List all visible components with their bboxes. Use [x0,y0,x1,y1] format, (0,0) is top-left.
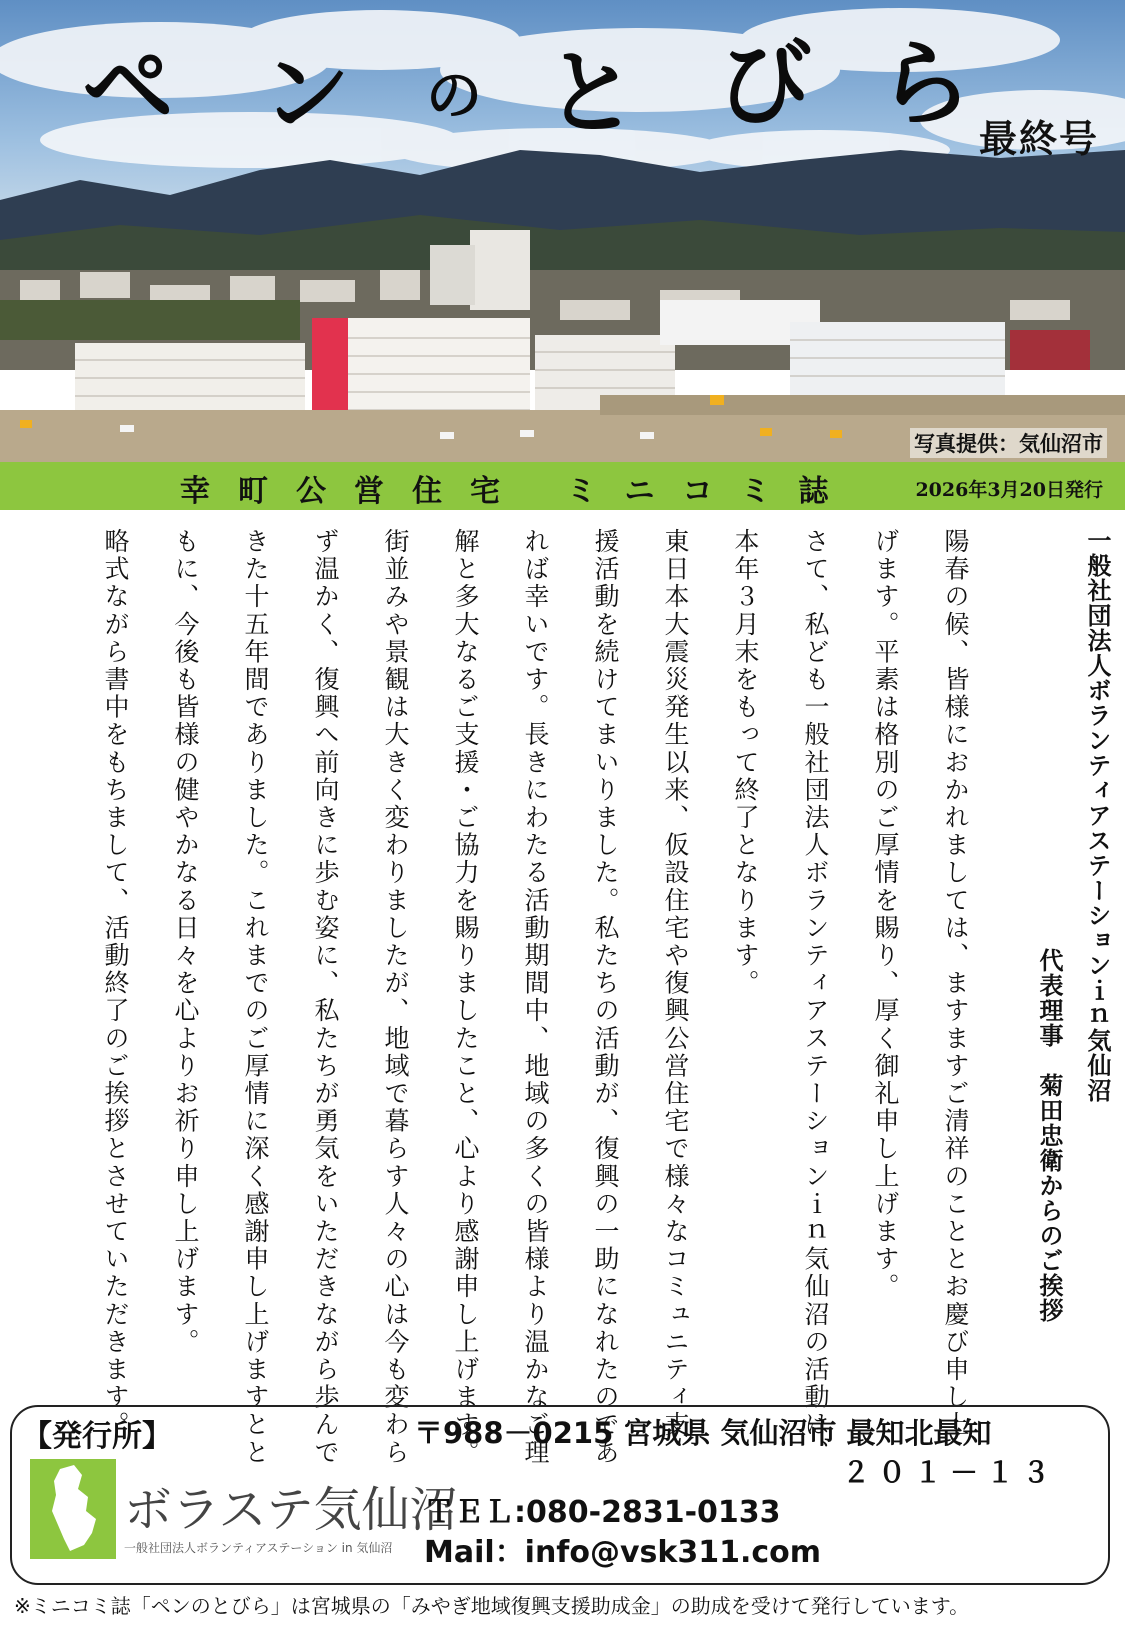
title-char-pe: ペ [82,33,175,141]
publisher-address-number: ２０１－１３ [841,1456,1058,1489]
newsletter-subtitle: 幸町公営住宅 ミニコミ誌 [180,474,857,509]
issue-date: 2026年3月20日発行 [915,479,1103,501]
letter-column: 街並みや景観は大きく変わりましたが、地域で暮らす人々の心は今も変わら [381,528,410,1467]
publisher-phone: ＴＥＬ:080-2831-0133 [424,1495,781,1530]
letter-column: 略式ながら書中をもちまして、活動終了のご挨拶とさせていただきます。 [101,528,130,1439]
title-char-bi: び [718,29,813,139]
issue-label: 最終号 [978,116,1099,161]
letter-column: 本年３月末をもって終了となります。 [731,528,760,998]
title-char-n: ン [262,41,351,145]
letter-column: ず温かく、復興へ前向きに歩む姿に、私たちが勇気をいただきながら歩んで [311,528,340,1467]
publisher-email: Mail：info@vsk311.com [424,1535,822,1570]
letter-column: きた十五年間でありました。これまでのご厚情に深く感謝申し上げますとと [241,528,270,1467]
representative-line: 代表理事 菊田忠衛からのご挨拶 [1035,948,1063,1323]
logo-subtext: 一般社団法人ボランティアステーション in 気仙沼 [124,1541,393,1555]
logo-wordmark: ボラステ気仙沼 [124,1482,458,1538]
letter-column: もに、今後も皆様の健やかなる日々を心よりお祈り申し上げます。 [171,528,200,1356]
letter-column: 解と多大なるご支援・ご協力を賜りましたこと、心より感謝申し上げます。 [451,528,480,1467]
title-char-to: と [545,39,638,147]
miyagi-map-logo-icon [30,1459,116,1559]
organization-name: 一般社団法人ボランティアステーションｉｎ気仙沼 [1083,528,1111,1103]
grant-footnote: ※ミニコミ誌「ペンのとびら」は宮城県の「みやぎ地域復興支援助成金」の助成を受けて発行しています。 [14,1594,970,1618]
letter-column: 東日本大震災発生以来、仮設住宅や復興公営住宅で様々なコミュニティ支 [661,528,690,1439]
title-band [0,462,1125,510]
letter-column: 陽春の候、皆様におかれましては、ますますご清祥のこととお慶び申し上 [941,528,970,1439]
publisher-address: 〒988－0215 宮城県 気仙沼市 最知北最知 [414,1416,992,1450]
letter-column: れば幸いです。長きにわたる活動期間中、地域の多くの皆様より温かなご理 [521,528,550,1467]
title-char-no: の [426,63,482,129]
photo-credit: 写真提供：気仙沼市 [910,428,1107,458]
publisher-box [10,1405,1110,1585]
letter-column: さて、私ども一般社団法人ボランティアステーションｉｎ気仙沼の活動は、 [801,528,830,1467]
letter-column: げます。平素は格別のご厚情を賜り、厚く御礼申し上げます。 [871,528,900,1301]
title-char-ra: ら [878,29,973,139]
header-photo [0,0,1125,462]
letter-column: 援活動を続けてまいりました。私たちの活動が、復興の一助になれたのであ [591,528,620,1467]
publisher-heading: 【発行所】 [22,1419,172,1454]
